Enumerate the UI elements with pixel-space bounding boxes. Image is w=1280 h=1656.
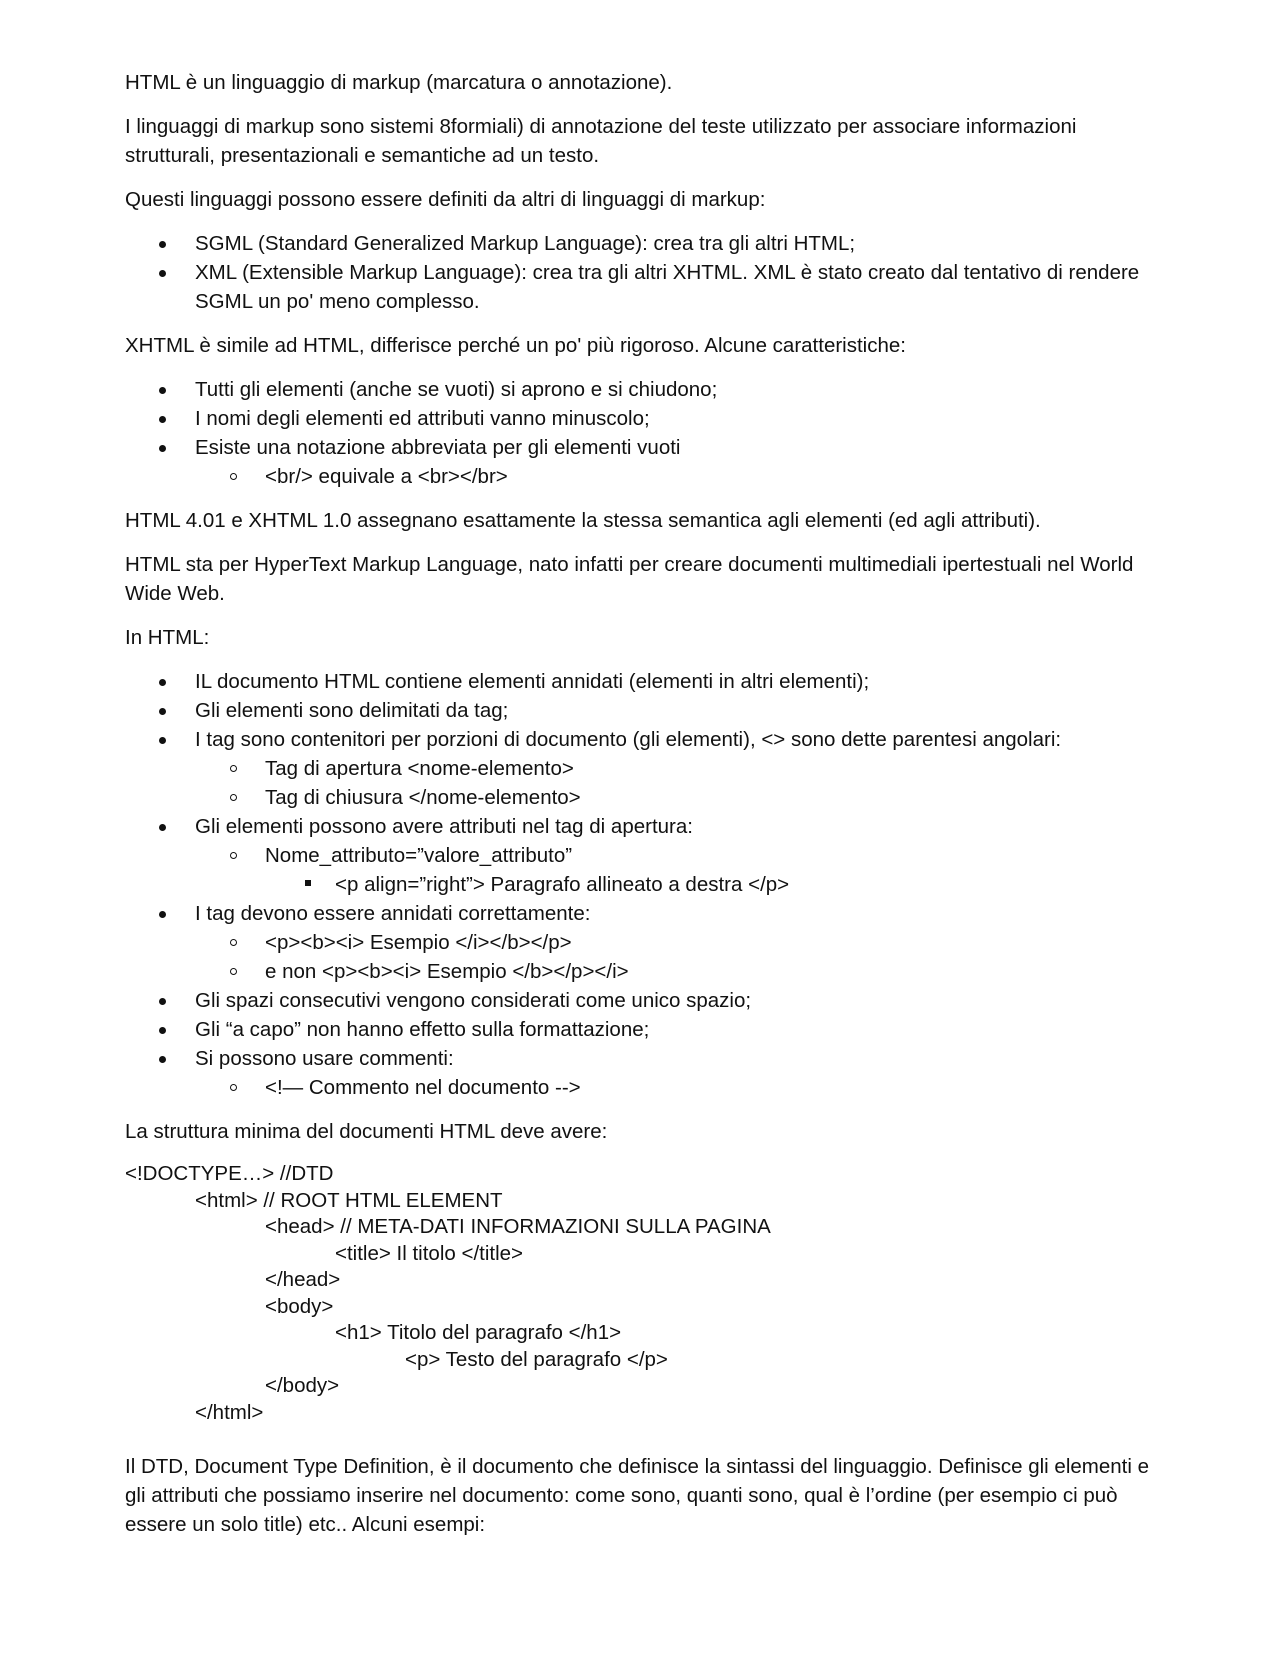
- list-subitem: <p><b><i> Esempio </i></b></p>: [125, 928, 1165, 957]
- paragraph-markup-derivation: Questi linguaggi possono essere definiti da altri di linguaggi di markup:: [125, 188, 766, 211]
- list-html-rules: [125, 667, 1165, 1102]
- paragraph-minimal-structure: La struttura minima del documenti HTML deve avere:: [125, 1120, 608, 1143]
- code-line: </body>: [265, 1374, 340, 1397]
- bullet-icon: [159, 416, 166, 423]
- code-line: </html>: [195, 1400, 264, 1424]
- list-item: Gli “a capo” non hanno effetto sulla formattazione;: [125, 1015, 1165, 1044]
- bullet-icon: [159, 387, 166, 394]
- code-line: <p> Testo del paragrafo </p>: [405, 1347, 668, 1371]
- list-item: Gli elementi sono delimitati da tag;: [125, 696, 1165, 725]
- bullet-icon: [159, 241, 166, 248]
- paragraph-xhtml: XHTML è simile ad HTML, differisce perché un po' più rigoroso. Alcune caratteristiche:: [125, 334, 906, 357]
- list-item: IL documento HTML contiene elementi annidati (elementi in altri elementi);: [125, 667, 1165, 696]
- list-subitem: Tag di apertura <nome-elemento>: [125, 754, 1165, 783]
- bullet-icon: [159, 998, 166, 1005]
- code-block-html-structure: [125, 1161, 1165, 1426]
- bullet-icon: [159, 270, 166, 277]
- circle-bullet-icon: [230, 473, 237, 480]
- list-item: Gli elementi possono avere attributi nel tag di apertura:: [125, 812, 1165, 841]
- circle-bullet-icon: [230, 939, 237, 946]
- paragraph-intro: HTML è un linguaggio di markup (marcatura o annotazione).: [125, 71, 673, 94]
- bullet-icon: [159, 445, 166, 452]
- circle-bullet-icon: [230, 968, 237, 975]
- code-line: <title> Il titolo </title>: [335, 1241, 524, 1265]
- bullet-icon: [159, 824, 166, 831]
- paragraph-in-html: In HTML:: [125, 626, 210, 649]
- bullet-icon: [159, 737, 166, 744]
- list-item: Si possono usare commenti:: [125, 1044, 1165, 1073]
- code-line: <h1> Titolo del paragrafo </h1>: [335, 1321, 622, 1344]
- list-item-xhtml-close: Tutti gli elementi (anche se vuoti) si aprono e si chiudono;: [125, 375, 1165, 404]
- paragraph-dtd: Il DTD, Document Type Definition, è il documento che definisce la sintassi del linguaggio. Definisce gli elementi e gli attributi che possiamo inserire nel documento: come sono, quanti sono, qual è l’ordine (per esempio ci può essere un solo title) etc.. Alcuni esempi:: [125, 1455, 1150, 1536]
- bullet-icon: [159, 708, 166, 715]
- square-bullet-icon: [305, 880, 311, 886]
- document-page: [125, 68, 1165, 1554]
- code-line: </head>: [265, 1268, 341, 1291]
- list-item-xml: XML (Extensible Markup Language): crea tra gli altri XHTML. XML è stato creato dal tentativo di rendere SGML un po' meno complesso.: [125, 258, 1165, 316]
- list-xhtml-features: [125, 375, 1165, 491]
- bullet-icon: [159, 911, 166, 918]
- paragraph-markup-definition: I linguaggi di markup sono sistemi 8formiali) di annotazione del teste utilizzato per associare informazioni strutturali, presentazionali e semantiche ad un testo.: [125, 115, 1077, 167]
- code-line: <html> // ROOT HTML ELEMENT: [195, 1188, 503, 1212]
- list-item: I tag sono contenitori per porzioni di documento (gli elementi), <> sono dette parentesi angolari:: [125, 725, 1165, 754]
- bullet-icon: [159, 1056, 166, 1063]
- list-item: Gli spazi consecutivi vengono considerati come unico spazio;: [125, 986, 1165, 1015]
- circle-bullet-icon: [230, 1084, 237, 1091]
- paragraph-html-meaning: HTML sta per HyperText Markup Language, nato infatti per creare documenti multimediali ipertestuali nel World Wide Web.: [125, 553, 1134, 605]
- list-item-xhtml-empty: Esiste una notazione abbreviata per gli elementi vuoti: [125, 433, 1165, 462]
- list-subsubitem: <p align=”right”> Paragrafo allineato a destra </p>: [125, 870, 1165, 899]
- circle-bullet-icon: [230, 794, 237, 801]
- list-subitem: e non <p><b><i> Esempio </b></p></i>: [125, 957, 1165, 986]
- list-subitem: <!— Commento nel documento -->: [125, 1073, 1165, 1102]
- bullet-icon: [159, 679, 166, 686]
- code-line: <body>: [265, 1294, 334, 1318]
- list-item-xhtml-lowercase: I nomi degli elementi ed attributi vanno minuscolo;: [125, 404, 1165, 433]
- circle-bullet-icon: [230, 852, 237, 859]
- bullet-icon: [159, 1027, 166, 1034]
- paragraph-semantics: HTML 4.01 e XHTML 1.0 assegnano esattamente la stessa semantica agli elementi (ed agli attributi).: [125, 509, 1041, 532]
- list-item: I tag devono essere annidati correttamente:: [125, 899, 1165, 928]
- circle-bullet-icon: [230, 765, 237, 772]
- code-line: <head> // META-DATI INFORMAZIONI SULLA PAGINA: [265, 1215, 771, 1238]
- list-item-sgml: SGML (Standard Generalized Markup Language): crea tra gli altri HTML;: [125, 229, 1165, 258]
- list-subitem: Nome_attributo=”valore_attributo”: [125, 841, 1165, 870]
- code-line: <!DOCTYPE…> //DTD: [125, 1162, 334, 1185]
- list-subitem-br: <br/> equivale a <br></br>: [125, 462, 1165, 491]
- list-markup-languages: [125, 229, 1165, 316]
- list-subitem: Tag di chiusura </nome-elemento>: [125, 783, 1165, 812]
